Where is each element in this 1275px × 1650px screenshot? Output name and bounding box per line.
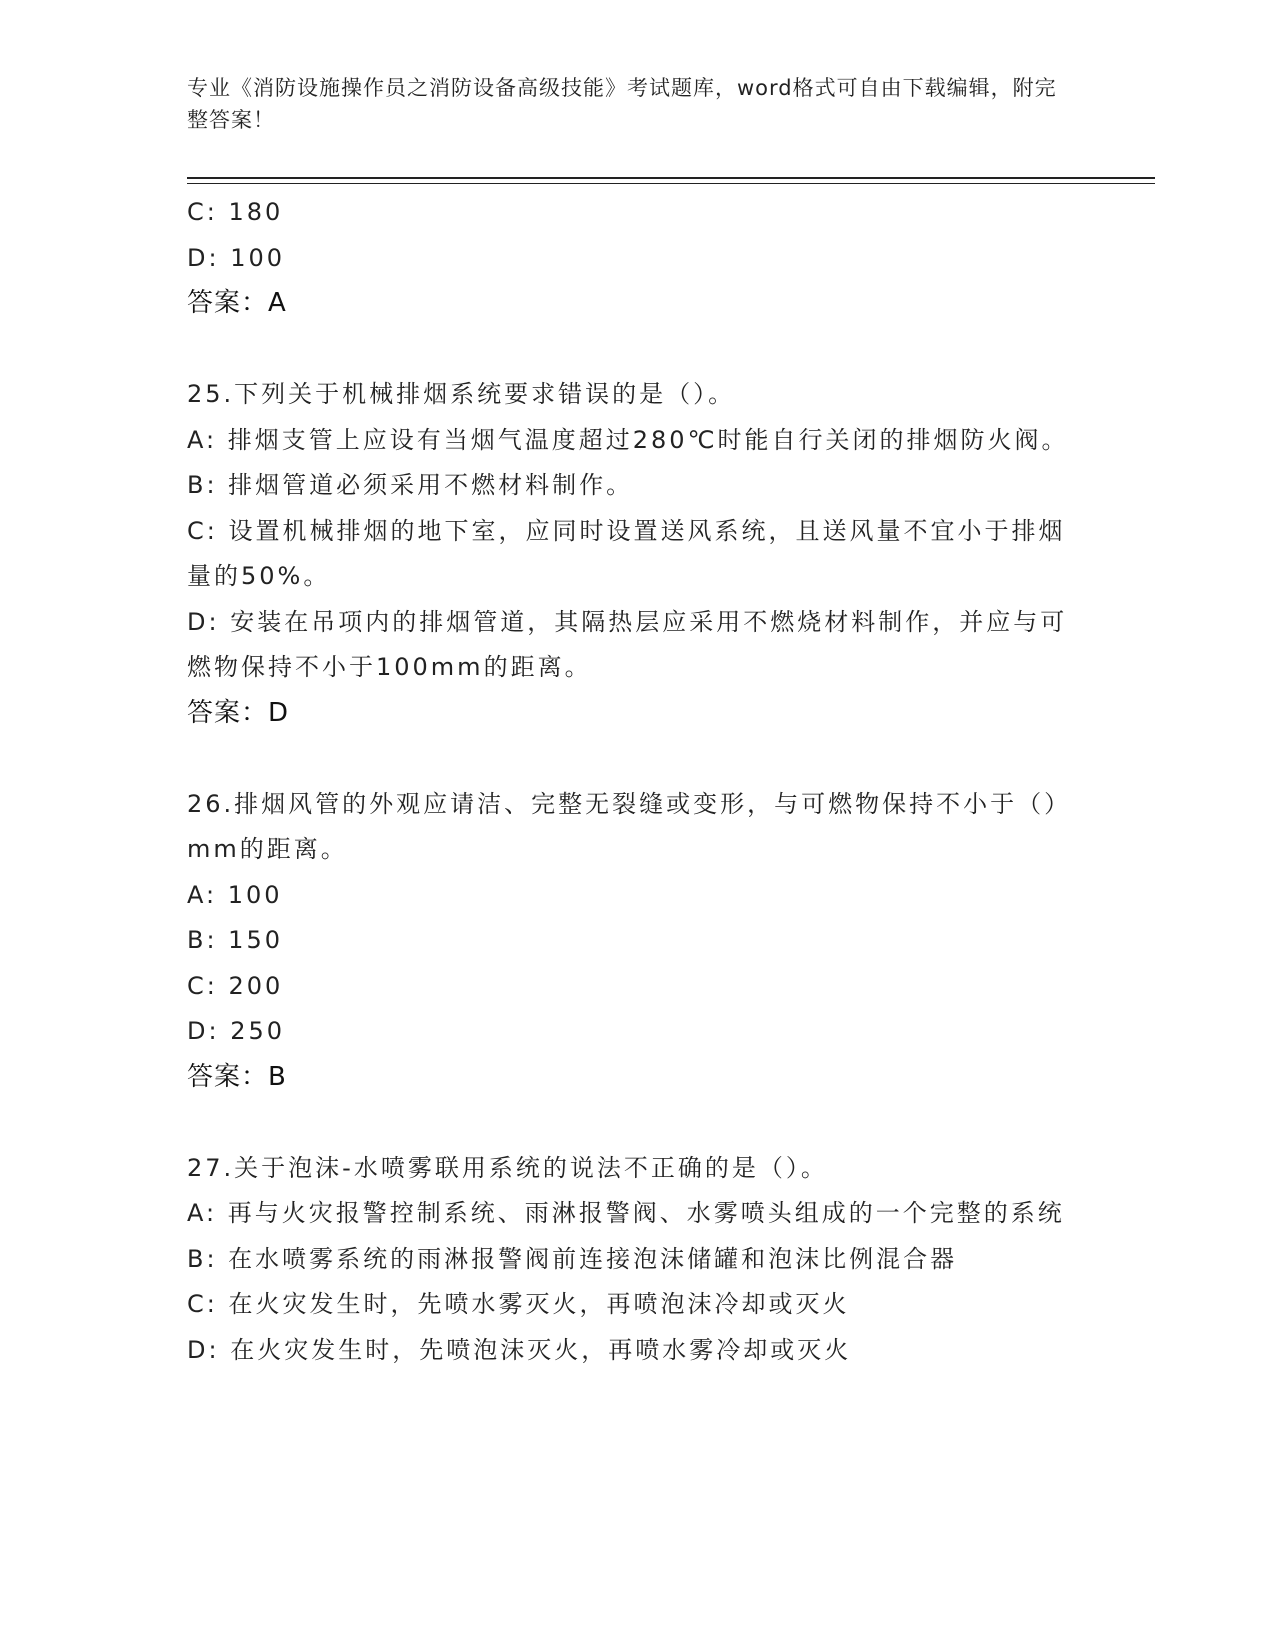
option-line: C: 设置机械排烟的地下室，应同时设置送风系统，且送风量不宜小于排烟量的50%。 bbox=[187, 516, 1066, 590]
question-25 bbox=[187, 372, 1077, 736]
spacer bbox=[187, 736, 1077, 782]
spacer bbox=[187, 327, 1077, 373]
option-line: A: 再与火灾报警控制系统、雨淋报警阀、水雾喷头组成的一个完整的系统 bbox=[187, 1199, 1065, 1227]
document-body bbox=[187, 190, 1077, 1373]
option-line: C: 200 bbox=[187, 971, 284, 1000]
question-stem: 27.关于泡沫-水喷雾联用系统的说法不正确的是（）。 bbox=[187, 1153, 828, 1182]
spacer bbox=[187, 1100, 1077, 1146]
option-line: C: 180 bbox=[187, 198, 284, 226]
option-line: B: 排烟管道必须采用不燃材料制作。 bbox=[187, 471, 634, 499]
question-stem: 26.排烟风管的外观应请洁、完整无裂缝或变形，与可燃物保持不小于（）mm的距离。 bbox=[187, 789, 1072, 863]
option-line: B: 在水喷雾系统的雨淋报警阀前连接泡沫储罐和泡沫比例混合器 bbox=[187, 1244, 958, 1273]
answer-line: 答案：D bbox=[187, 697, 290, 728]
answer-line: 答案：B bbox=[187, 1061, 287, 1092]
option-line: D: 250 bbox=[187, 1017, 286, 1045]
option-line: C: 在火灾发生时，先喷水雾灭火，再喷泡沫冷却或灭火 bbox=[187, 1290, 850, 1318]
option-line: D: 安装在吊项内的排烟管道，其隔热层应采用不燃烧材料制作，并应与可燃物保持不小于100mm的距离。 bbox=[187, 607, 1068, 681]
page-header: 专业《消防设施操作员之消防设备高级技能》考试题库，word格式可自由下载编辑，附完整答案！ bbox=[187, 76, 1057, 132]
option-line: A: 排烟支管上应设有当烟气温度超过280℃时能自行关闭的排烟防火阀。 bbox=[187, 425, 1069, 454]
option-line: D: 在火灾发生时，先喷泡沫灭火，再喷水雾冷却或灭火 bbox=[187, 1335, 852, 1364]
option-line: B: 150 bbox=[187, 926, 283, 954]
question-stem: 25.下列关于机械排烟系统要求错误的是（）。 bbox=[187, 380, 736, 408]
option-line: D: 100 bbox=[187, 243, 286, 272]
prev-question-tail bbox=[187, 190, 1077, 327]
option-line: A: 100 bbox=[187, 880, 283, 909]
question-26 bbox=[187, 782, 1077, 1101]
answer-line: 答案：A bbox=[187, 288, 287, 318]
header-divider bbox=[187, 177, 1155, 184]
question-27 bbox=[187, 1146, 1077, 1374]
